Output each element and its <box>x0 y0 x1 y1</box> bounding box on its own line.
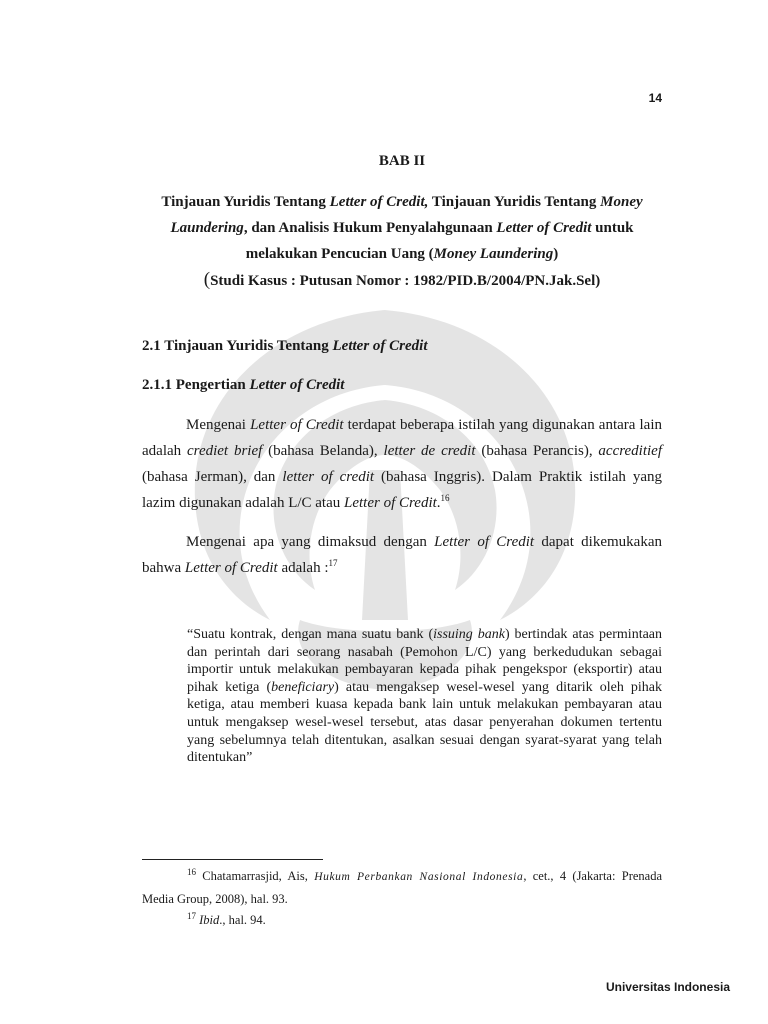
footer-university: Universitas Indonesia <box>605 980 730 994</box>
footnote-divider <box>142 859 323 860</box>
case-study-line: (Studi Kasus : Putusan Nomor : 1982/PID.B/2004/PN.Jak.Sel) <box>203 269 601 290</box>
footnote-ref-16[interactable]: 16 <box>440 493 450 503</box>
title-line-2: Laundering, dan Analisis Hukum Penyalahgunaan Letter of Credit untuk <box>170 220 634 236</box>
chapter-title <box>142 189 662 294</box>
footnote-17: $^{17}$ Ibid., hal. 94. <box>187 910 266 927</box>
paragraph-2: Mengenai apa yang dimaksud dengan Letter of Credit dapat dikemukakan bahwa Letter of Credit adalah :$^{17}$ <box>142 534 662 576</box>
subsection-heading: 2.1.1 Pengertian Letter of Credit <box>142 377 345 393</box>
chapter-heading: BAB II <box>378 153 426 169</box>
footnote-ref-17[interactable]: 17 <box>328 558 338 568</box>
block-quote: “Suatu kontrak, dengan mana suatu bank (issuing bank) bertindak atas permintaan dan perintah dari seorang nasabah (Pemohon L/C) yang berkedudukan sebagai importir untuk melakukan pembayaran kepada pihak pengekspor (eksportir) atau pihak ketiga (beneficiary) atau mengaksep wesel-wesel yang ditarik oleh pihak ketiga, atau memberi kuasa kepada bank lain untuk melakukan pembayaran atau untuk mengaksep wesel-wesel tersebut, atas dasar penyerahan dokumen tertentu yang sebelumnya telah ditentukan, asalkan sesuai dengan syarat-syarat yang telah ditentukan” <box>187 627 663 766</box>
section-heading: 2.1 Tinjauan Yuridis Tentang Letter of Credit <box>142 338 428 354</box>
footnote-16: $^{16}$ Chatamarrasjid, Ais, Hukum Perbankan Nasional Indonesia, cet., 4 (Jakarta: Prenada Media Group, 2008), hal. 93. <box>142 866 662 906</box>
page-number: 14 <box>648 91 662 105</box>
paragraph-1: Mengenai Letter of Credit terdapat beberapa istilah yang digunakan antara lain adalah crediet brief (bahasa Belanda), letter de credit (bahasa Perancis), accreditief (bahasa Jerman), dan letter of credit (bahasa Inggris). Dalam Praktik istilah yang lazim digunakan adalah L/C atau Letter of Credit.$^{16}$ <box>142 417 663 511</box>
title-line-3: melakukan Pencucian Uang (Money Laundering) <box>245 246 559 262</box>
title-line-1: Tinjauan Yuridis Tentang Letter of Credit, Tinjauan Yuridis Tentang Money <box>161 194 643 210</box>
